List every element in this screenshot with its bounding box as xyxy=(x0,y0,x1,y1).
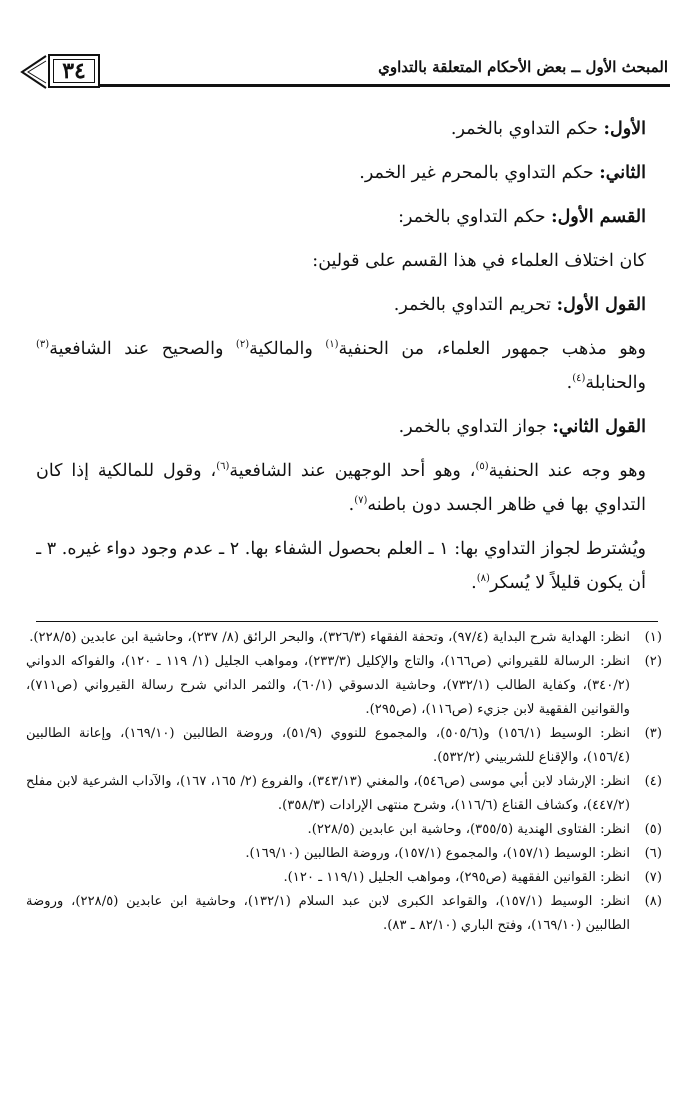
hanafi-text-3: ، وقول للمالكية إذا كان التداوي بها في ظاهر الجسد دون باطنه xyxy=(36,461,646,515)
footnote-text: انظر: الوسيط (١٥٧/١)، والقواعد الكبرى لابن عبد السلام (١٣٢/١)، وحاشية ابن عابدين (٢٢٨/٥)، وروضة الطالبين (١٦٩/١٠)، وفتح الباري (٨٢/١٠ ـ ٨٣). xyxy=(26,894,631,933)
conditions-text-2: . xyxy=(471,573,477,593)
footnote-item xyxy=(26,866,662,890)
text-opinion-two: جواز التداوي بالخمر. xyxy=(398,417,553,437)
text-first: حكم التداوي بالخمر. xyxy=(450,119,604,139)
footnote-number: (١) xyxy=(644,630,662,645)
conditions-text-1: ويُشترط لجواز التداوي بها: ١ ـ العلم بحصول الشفاء بها. ٢ ـ عدم وجود دواء غيره. ٣ ـ أن يكون قليلاً لا يُسكر xyxy=(36,539,646,593)
footnote-ref[interactable]: (٨) xyxy=(476,573,490,585)
footnote-text: انظر: الإرشاد لابن أبي موسى (ص٥٤٦)، والمغني (٣٤٣/١٣)، والفروع (٢/ ١٦٥، ١٦٧)، والآداب الشرعية لابن مفلح (٤٤٧/٢)، وكشاف القناع (١١٦/٦)، وشرح منتهى الإرادات (٣٥٨/٣). xyxy=(26,774,630,813)
hanafi-text-2: ، وهو أحد الوجهين عند الشافعية xyxy=(229,461,476,481)
footnote-item xyxy=(26,818,662,842)
footnote-number: (٤) xyxy=(644,774,662,789)
label-first: الأول: xyxy=(603,119,646,139)
hanafi-text-4: . xyxy=(348,495,355,515)
footnote-ref[interactable]: (٥) xyxy=(475,461,489,473)
footnote-number: (٧) xyxy=(644,870,662,885)
footnote-ref[interactable]: (٢) xyxy=(235,339,250,351)
running-title: المبحث الأول ــ بعض الأحكام المتعلقة بالتداوي xyxy=(378,58,668,76)
footnote-text: انظر: القوانين الفقهية (ص٢٩٥)، ومواهب الجليل (١١٩/١ ـ ١٢٠). xyxy=(283,870,630,885)
paragraph-conditions xyxy=(36,532,646,600)
majority-text-3: والصحيح عند الشافعية xyxy=(49,339,236,359)
paragraph-section-one xyxy=(36,200,646,234)
page-corner-ornament-icon xyxy=(18,54,48,90)
footnote-ref[interactable]: (٦) xyxy=(216,461,230,473)
footnote-text: انظر: الفتاوى الهندية (٣٥٥/٥)، وحاشية ابن عابدين (٢٢٨/٥). xyxy=(307,822,630,837)
paragraph-majority xyxy=(36,332,646,400)
text-second: حكم التداوي بالمحرم غير الخمر. xyxy=(359,163,600,183)
label-second: الثاني: xyxy=(599,163,646,183)
page-number-box xyxy=(48,54,100,88)
majority-text-5: . xyxy=(566,373,573,393)
footnote-text: انظر: الرسالة للقيرواني (ص١٦٦)، والتاج والإكليل (٢٣٣/٣)، ومواهب الجليل (١/ ١١٩ ـ ١٢٠)، والفواكه الدواني (٣٤٠/٢)، وكفاية الطالب (٧٣٢/١)، وحاشية الدسوقي (٦٠/١)، والثمر الداني شرح رسالة القيرواني (ص٧١١)، والقوانين الفقهية لابن جزيء (ص١١٦)، (ص٢٩٥). xyxy=(26,654,630,717)
label-section-one: القسم الأول: xyxy=(551,207,646,227)
footnote-item xyxy=(26,890,662,938)
footnote-number: (٦) xyxy=(644,846,662,861)
footnote-ref[interactable]: (١) xyxy=(325,339,339,351)
hanafi-text-1: وهو وجه عند الحنفية xyxy=(488,461,646,481)
footnote-number: (٨) xyxy=(644,894,662,909)
paragraph-opinion-two xyxy=(36,410,646,444)
footnote-text: انظر: الوسيط (١٥٧/١)، والمجموع (١٥٧/١)، وروضة الطالبين (١٦٩/١٠). xyxy=(245,846,630,861)
page-number: ٣٤ xyxy=(62,58,86,84)
footnotes xyxy=(26,626,662,938)
paragraph-hanafi-view xyxy=(36,454,646,522)
text-opinion-one: تحريم التداوي بالخمر. xyxy=(393,295,557,315)
label-opinion-two: القول الثاني: xyxy=(552,417,646,437)
majority-text-1: وهو مذهب جمهور العلماء، من الحنفية xyxy=(338,339,646,359)
footnote-number: (٢) xyxy=(644,654,662,669)
paragraph-second xyxy=(36,156,646,190)
page-header xyxy=(18,48,670,94)
footnote-item xyxy=(26,626,662,650)
footnote-ref[interactable]: (٣) xyxy=(36,339,50,351)
paragraph-intro xyxy=(36,244,646,278)
header-rule xyxy=(100,84,670,87)
footnote-number: (٥) xyxy=(644,822,662,837)
paragraph-opinion-one xyxy=(36,288,646,322)
footnote-item xyxy=(26,770,662,818)
majority-text-2: والمالكية xyxy=(249,339,326,359)
footnote-number: (٣) xyxy=(644,726,662,741)
main-text xyxy=(36,112,646,610)
footnote-item xyxy=(26,842,662,866)
footnote-ref[interactable]: (٤) xyxy=(572,373,586,385)
text-section-one: حكم التداوي بالخمر: xyxy=(398,207,552,227)
text-intro: كان اختلاف العلماء في هذا القسم على قولين: xyxy=(312,251,646,271)
footnote-item xyxy=(26,722,662,770)
paragraph-first xyxy=(36,112,646,146)
footnote-text: انظر: الوسيط (١٥٦/١) و(٥٠٥/٦)، والمجموع للنووي (٥١/٩)، وروضة الطالبين (١٦٩/١٠)، وإعانة الطالبين (١٥٦/٤)، والإقناع للشربيني (٥٣٢/٢). xyxy=(26,726,631,765)
footnote-item xyxy=(26,650,662,722)
label-opinion-one: القول الأول: xyxy=(556,295,646,315)
footnote-divider xyxy=(36,621,658,622)
footnote-text: انظر: الهداية شرح البداية (٩٧/٤)، وتحفة الفقهاء (٣٢٦/٣)، والبحر الرائق (٨/ ٢٣٧)، وحاشية ابن عابدين (٢٢٨/٥). xyxy=(29,630,630,645)
majority-text-4: والحنابلة xyxy=(585,373,646,393)
footnote-ref[interactable]: (٧) xyxy=(354,495,368,507)
